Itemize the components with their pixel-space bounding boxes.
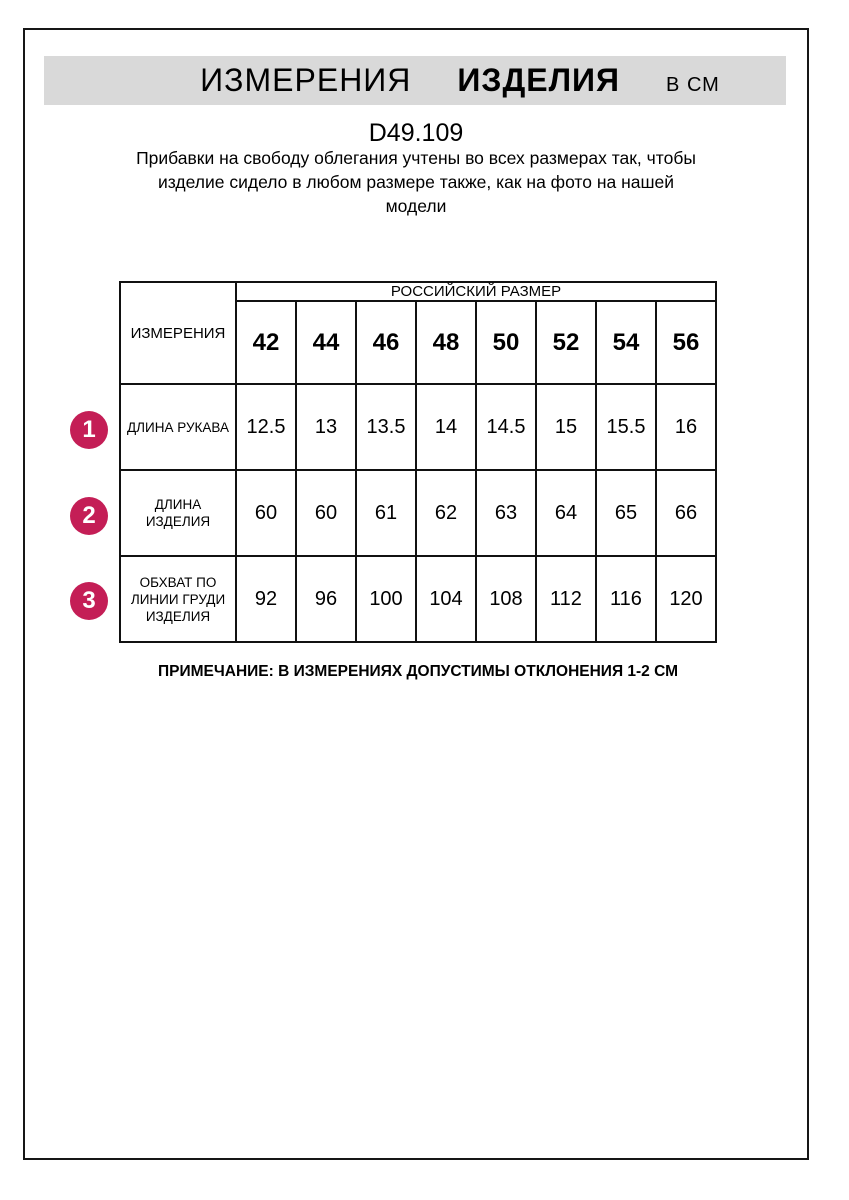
- value-cell: 16: [656, 384, 716, 470]
- value-cell: 96: [296, 556, 356, 642]
- value-cell: 65: [596, 470, 656, 556]
- title-word-measurements: ИЗМЕРЕНИЯ: [200, 62, 412, 98]
- table-row-product-length: [120, 470, 716, 556]
- row-number-badge-3: 3: [70, 582, 108, 620]
- value-cell: 120: [656, 556, 716, 642]
- size-header-cell: 42: [236, 301, 296, 384]
- fit-description-line: модели: [385, 196, 447, 216]
- table-row-chest-girth: [120, 556, 716, 642]
- fit-description: [25, 146, 807, 218]
- row-label-line: ИЗДЕЛИЯ: [145, 608, 211, 624]
- title-unit-cm: В СМ: [666, 74, 720, 96]
- size-header-cell: 52: [536, 301, 596, 384]
- size-table: [119, 281, 717, 643]
- row-label-line: ЛИНИИ ГРУДИ: [130, 591, 226, 607]
- value-cell: 14: [416, 384, 476, 470]
- size-header-cell: 46: [356, 301, 416, 384]
- value-cell: 15: [536, 384, 596, 470]
- row-number-badge-2: 2: [70, 497, 108, 535]
- fit-description-line: Прибавки на свободу облегания учтены во всех размерах так, чтобы: [136, 148, 696, 168]
- value-cell: 13.5: [356, 384, 416, 470]
- value-cell: 61: [356, 470, 416, 556]
- row-label-line: ИЗДЕЛИЯ: [145, 514, 211, 529]
- corner-cell-measurements: ИЗМЕРЕНИЯ: [120, 282, 236, 384]
- russian-size-group-header: РОССИЙСКИЙ РАЗМЕР: [236, 282, 716, 301]
- row-label-line: ОБХВАТ ПО: [139, 574, 217, 590]
- value-cell: 14.5: [476, 384, 536, 470]
- value-cell: 63: [476, 470, 536, 556]
- value-cell: 64: [536, 470, 596, 556]
- size-header-cell: 50: [476, 301, 536, 384]
- value-cell: 104: [416, 556, 476, 642]
- value-cell: 60: [296, 470, 356, 556]
- row-label-line: ДЛИНА РУКАВА: [127, 419, 229, 435]
- value-cell: 92: [236, 556, 296, 642]
- row-label-product-length: [120, 470, 236, 556]
- fit-description-line: изделие сидело в любом размере также, как на фото на нашей: [157, 172, 675, 192]
- size-header-cell: 44: [296, 301, 356, 384]
- value-cell: 108: [476, 556, 536, 642]
- table-row-sleeve-length: [120, 384, 716, 470]
- value-cell: 12.5: [236, 384, 296, 470]
- value-cell: 62: [416, 470, 476, 556]
- row-label-sleeve-length: [120, 384, 236, 470]
- value-cell: 112: [536, 556, 596, 642]
- size-header-cell: 56: [656, 301, 716, 384]
- row-number-badge-1: 1: [70, 411, 108, 449]
- table-row-group-header: [120, 282, 716, 301]
- title-word-product: ИЗДЕЛИЯ: [457, 62, 621, 98]
- value-cell: 15.5: [596, 384, 656, 470]
- size-header-cell: 48: [416, 301, 476, 384]
- value-cell: 13: [296, 384, 356, 470]
- size-header-cell: 54: [596, 301, 656, 384]
- product-code: D49.109: [368, 119, 464, 147]
- row-label-line: ДЛИНА: [154, 497, 202, 512]
- title-band: [44, 56, 786, 105]
- tolerance-note: ПРИМЕЧАНИЕ: В ИЗМЕРЕНИЯХ ДОПУСТИМЫ ОТКЛОНЕНИЯ 1-2 СМ: [157, 663, 679, 680]
- value-cell: 100: [356, 556, 416, 642]
- value-cell: 60: [236, 470, 296, 556]
- value-cell: 66: [656, 470, 716, 556]
- row-label-chest-girth: [120, 556, 236, 642]
- page-frame: [23, 28, 809, 1160]
- value-cell: 116: [596, 556, 656, 642]
